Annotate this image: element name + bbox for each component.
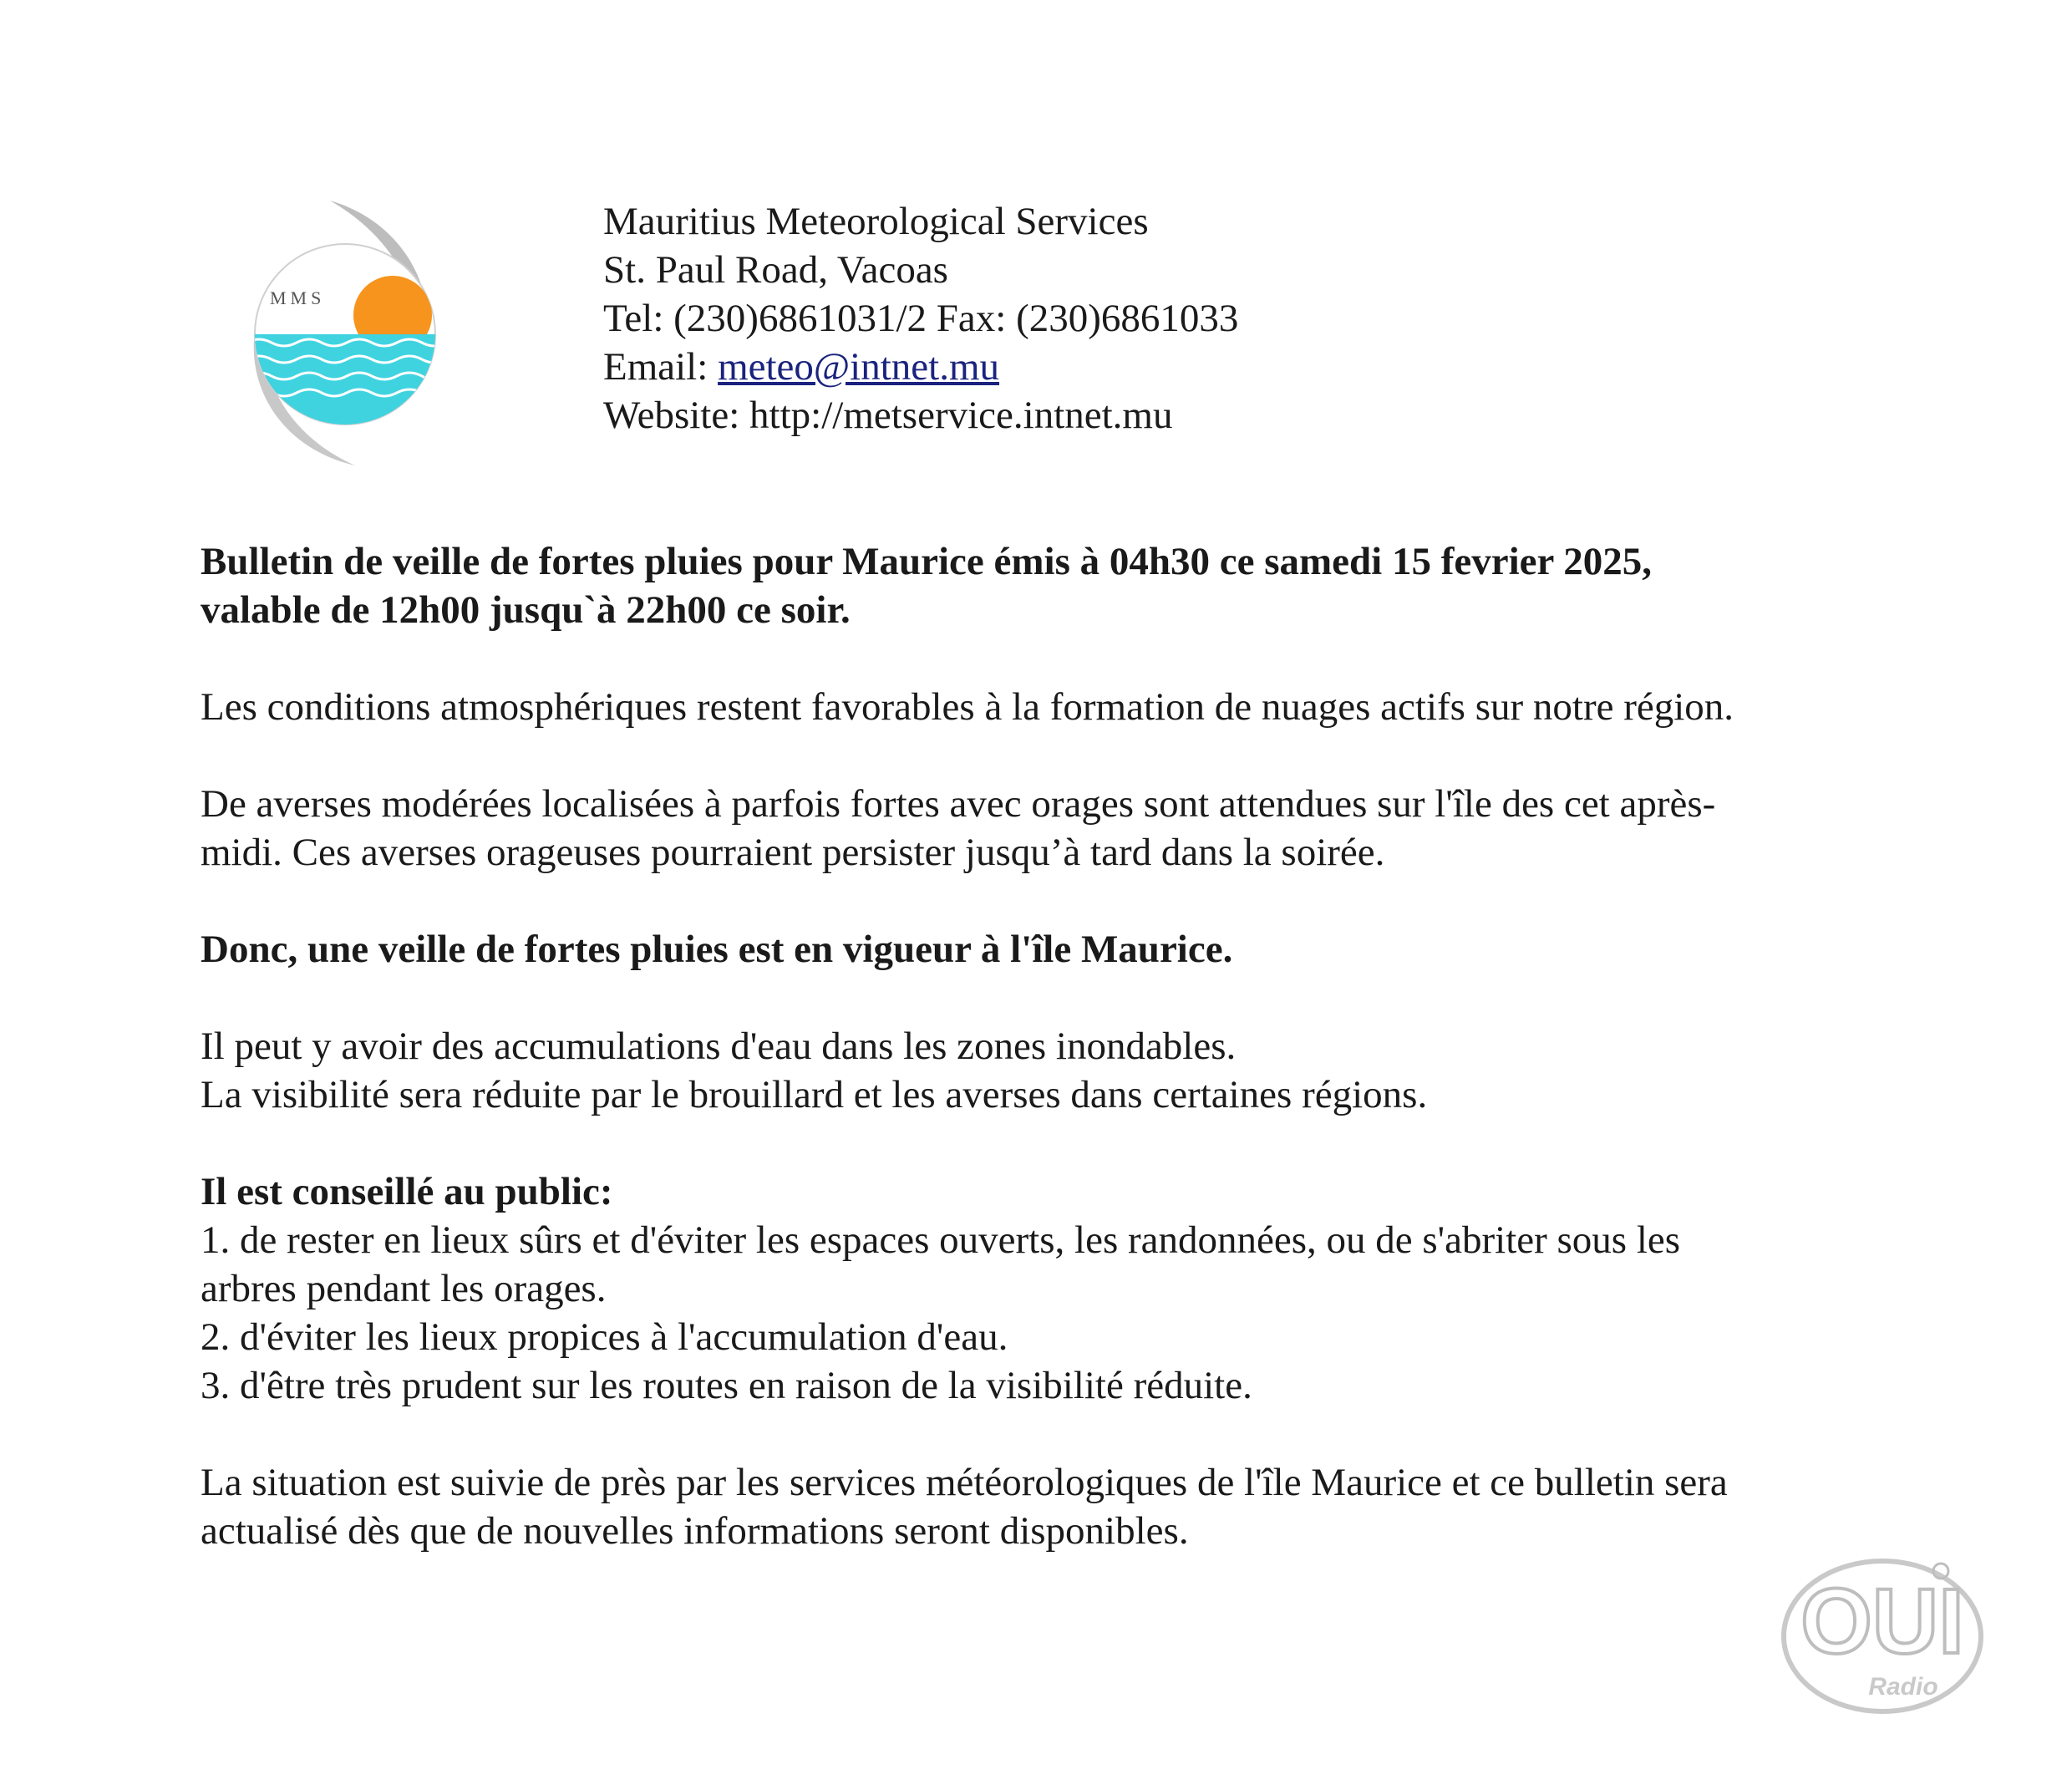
- watermark-subtext: Radio: [1868, 1673, 1938, 1701]
- org-address: St. Paul Road, Vacoas: [603, 248, 948, 292]
- impact-paragraph: [201, 1022, 1871, 1119]
- bulletin-body: [201, 537, 1871, 1604]
- advice-item-1-line2: arbres pendant les orages.: [201, 1267, 607, 1310]
- advice-item-2: 2. d'éviter les lieux propices à l'accumulation d'eau.: [201, 1315, 1008, 1359]
- closing-line1: La situation est suivie de près par les services météorologiques de l'île Maurice et ce bulletin sera: [201, 1461, 1728, 1504]
- watermark-text: OUI: [1800, 1570, 1964, 1673]
- bulletin-title: [201, 537, 1871, 634]
- advice-item-3: 3. d'être très prudent sur les routes en raison de la visibilité réduite.: [201, 1364, 1252, 1407]
- warning-statement: Donc, une veille de fortes pluies est en vigueur à l'île Maurice.: [201, 928, 1233, 971]
- closing-paragraph: [201, 1458, 1871, 1555]
- email-link[interactable]: meteo@intnet.mu: [718, 345, 1000, 389]
- org-phone: Tel: (230)6861031/2 Fax: (230)6861033: [603, 297, 1239, 340]
- org-email-line: [603, 343, 1238, 391]
- conditions-paragraph: Les conditions atmosphériques restent favorables à la formation de nuages actifs sur notre région.: [201, 685, 1734, 729]
- org-name: Mauritius Meteorological Services: [603, 200, 1149, 243]
- forecast-paragraph: [201, 780, 1871, 877]
- email-label: Email:: [603, 345, 719, 389]
- bulletin-title-line1: Bulletin de veille de fortes pluies pour Maurice émis à 04h30 ce samedi 15 fevrier 2025,: [201, 540, 1653, 583]
- bulletin-title-line2: valable de 12h00 jusqu`à 22h00 ce soir.: [201, 588, 851, 632]
- advice-heading: Il est conseillé au public:: [201, 1170, 613, 1213]
- forecast-line1: De averses modérées localisées à parfois fortes avec orages sont attendues sur l'île des cet après-: [201, 782, 1716, 826]
- impact-line1: Il peut y avoir des accumulations d'eau dans les zones inondables.: [201, 1025, 1237, 1068]
- letterhead: [603, 197, 1238, 440]
- oui-radio-watermark-icon: [1778, 1553, 1987, 1720]
- impact-line2: La visibilité sera réduite par le brouillard et les averses dans certaines régions.: [201, 1073, 1428, 1116]
- advice-section: [201, 1167, 1871, 1410]
- org-website: Website: http://metservice.intnet.mu: [603, 394, 1173, 437]
- advice-item-1-line1: 1. de rester en lieux sûrs et d'éviter les espaces ouverts, les randonnées, ou de s'abriter sous les: [201, 1218, 1681, 1262]
- mms-logo-icon: [246, 194, 451, 470]
- forecast-line2: midi. Ces averses orageuses pourraient persister jusqu’à tard dans la soirée.: [201, 831, 1385, 874]
- logo-text: MMS: [270, 287, 326, 308]
- closing-line2: actualisé dès que de nouvelles informations seront disponibles.: [201, 1509, 1189, 1553]
